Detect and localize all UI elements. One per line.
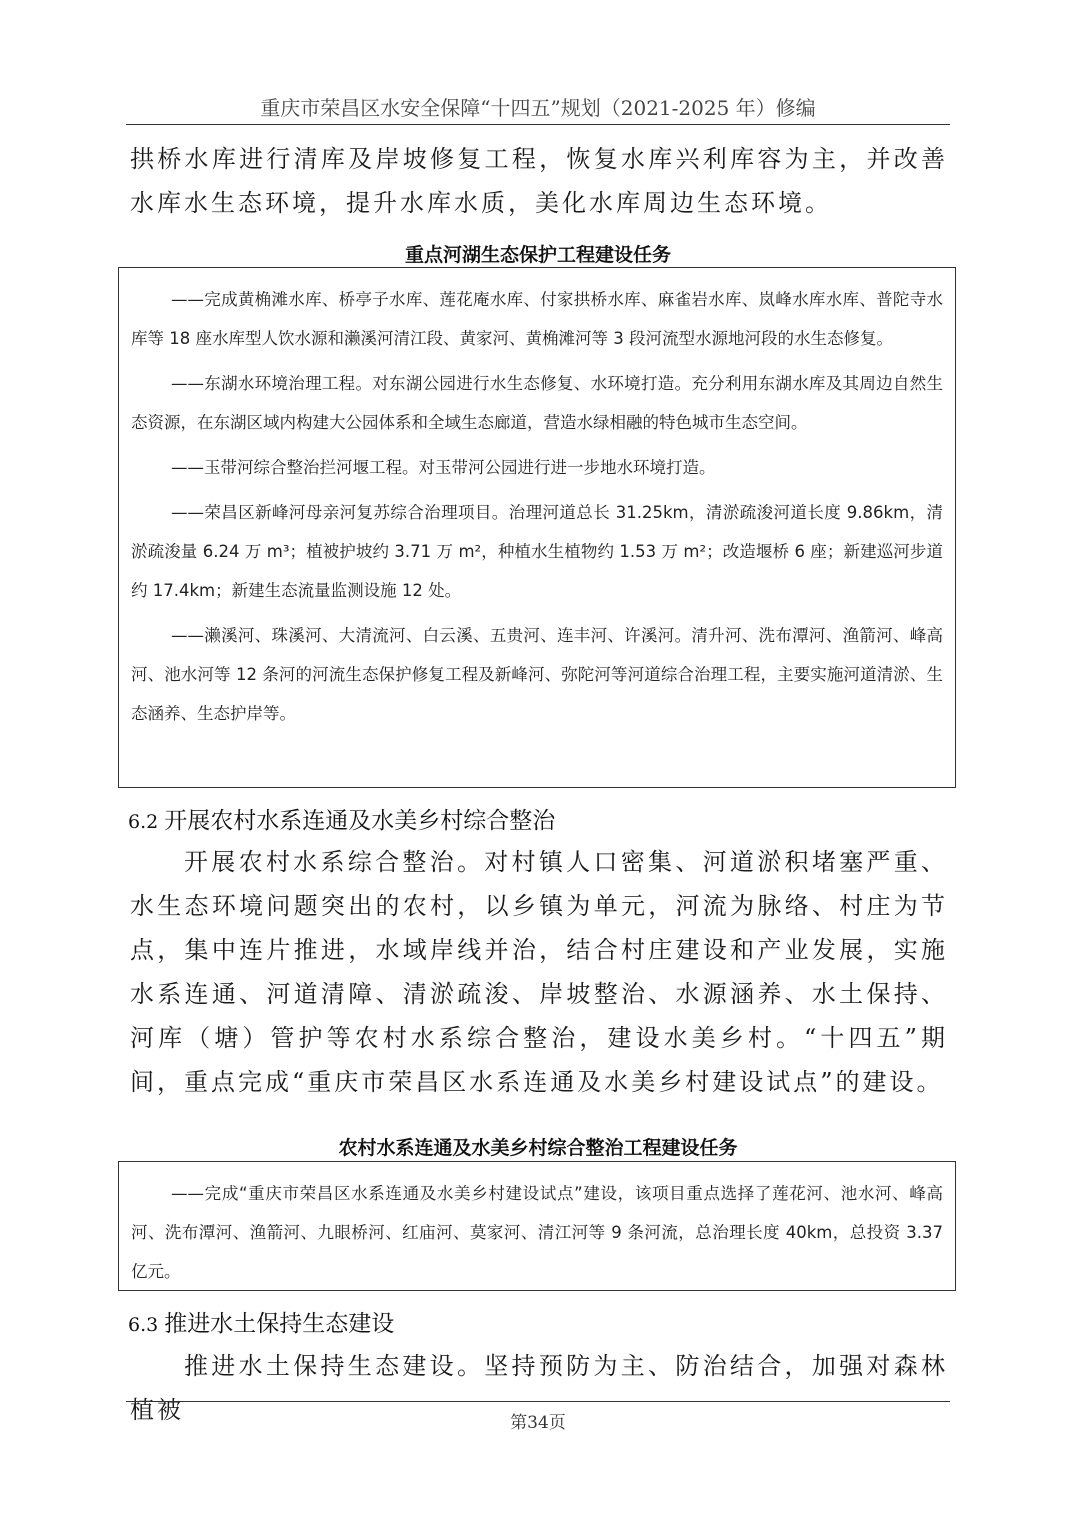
rural-water-task-box [118, 1161, 956, 1291]
box1-title: 重点河湖生态保护工程建设任务 [404, 244, 671, 266]
page-header: 重庆市荣昌区水安全保障“十四五”规划（2021-2025 年）修编 [260, 96, 816, 120]
section-number: 6.2 [128, 811, 159, 833]
box1-item: ——濑溪河、珠溪河、大清流河、白云溪、五贵河、连丰河、许溪河。清升河、洗布潭河、渔箭河、峰高河、池水河等 12 条河的河流生态保护修复工程及新峰河、弥陀河等河道综合治理工程，主要实施河道清淤、生态涵养、生态护岸等。 [131, 626, 943, 723]
section-number: 6.3 [128, 1314, 159, 1336]
section-title: 推进水土保持生态建设 [164, 1311, 395, 1337]
box1-item: ——东湖水环境治理工程。对东湖公园进行水生态修复、水环境打造。充分利用东湖水库及其周边自然生态资源，在东湖区域内构建大公园体系和全域生态廊道，营造水绿相融的特色城市生态空间。 [131, 374, 943, 432]
intro-paragraph: 拱桥水库进行清库及岸坡修复工程，恢复水库兴利库容为主，并改善水库水生态环境，提升水库水质，美化水库周边生态环境。 [130, 145, 948, 217]
box1-item: ——玉带河综合整治拦河堰工程。对玉带河公园进行进一步地水环境打造。 [171, 458, 716, 477]
section-title: 开展农村水系连通及水美乡村综合整治 [164, 808, 556, 834]
box1-item: ——荣昌区新峰河母亲河复苏综合治理项目。治理河道总长 31.25km，清淤疏浚河道长度 9.86km，清淤疏浚量 6.24 万 m³；植被护坡约 3.71 万 m²，种植水生植物约 1.53 万 m²；改造堰桥 6 座；新建巡河步道约 17.4km；新建生态流量监测设施 12 处。 [131, 503, 944, 600]
footer-rule [126, 1401, 950, 1402]
section-6-2-paragraph: 开展农村水系综合整治。对村镇人口密集、河道淤积堵塞严重、水生态环境问题突出的农村，以乡镇为单元，河流为脉络、村庄为节点，集中连片推进，水域岸线并治，结合村庄建设和产业发展，实施水系连通、河道清障、清淤疏浚、岸坡整治、水源涵养、水土保持、河库（塘）管护等农村水系综合整治，建设水美乡村。“十四五”期间，重点完成“重庆市荣昌区水系连通及水美乡村建设试点”的建设。 [130, 848, 948, 1096]
section-6-3-paragraph: 推进水土保持生态建设。坚持预防为主、防治结合，加强对森林植被 [130, 1352, 948, 1424]
box1-item: ——完成黄桷滩水库、桥亭子水库、莲花庵水库、付家拱桥水库、麻雀岩水库、岚峰水库水库、普陀寺水库等 18 座水库型人饮水源和濑溪河清江段、黄家河、黄桷滩河等 3 段河流型水源地河段的水生态修复。 [131, 290, 943, 348]
box2-title: 农村水系连通及水美乡村综合整治工程建设任务 [338, 1137, 738, 1159]
section-6-2-heading [128, 802, 555, 835]
page-number: 第34页 [510, 1413, 566, 1433]
header-rule [126, 124, 950, 125]
box2-item: ——完成“重庆市荣昌区水系连通及水美乡村建设试点”建设，该项目重点选择了莲花河、池水河、峰高河、洗布潭河、渔箭河、九眼桥河、红庙河、莫家河、清江河等 9 条河流，总治理长度 40km，总投资 3.37 亿元。 [131, 1184, 943, 1281]
section-6-3-heading [128, 1305, 394, 1338]
key-river-lake-task-box [118, 267, 956, 788]
